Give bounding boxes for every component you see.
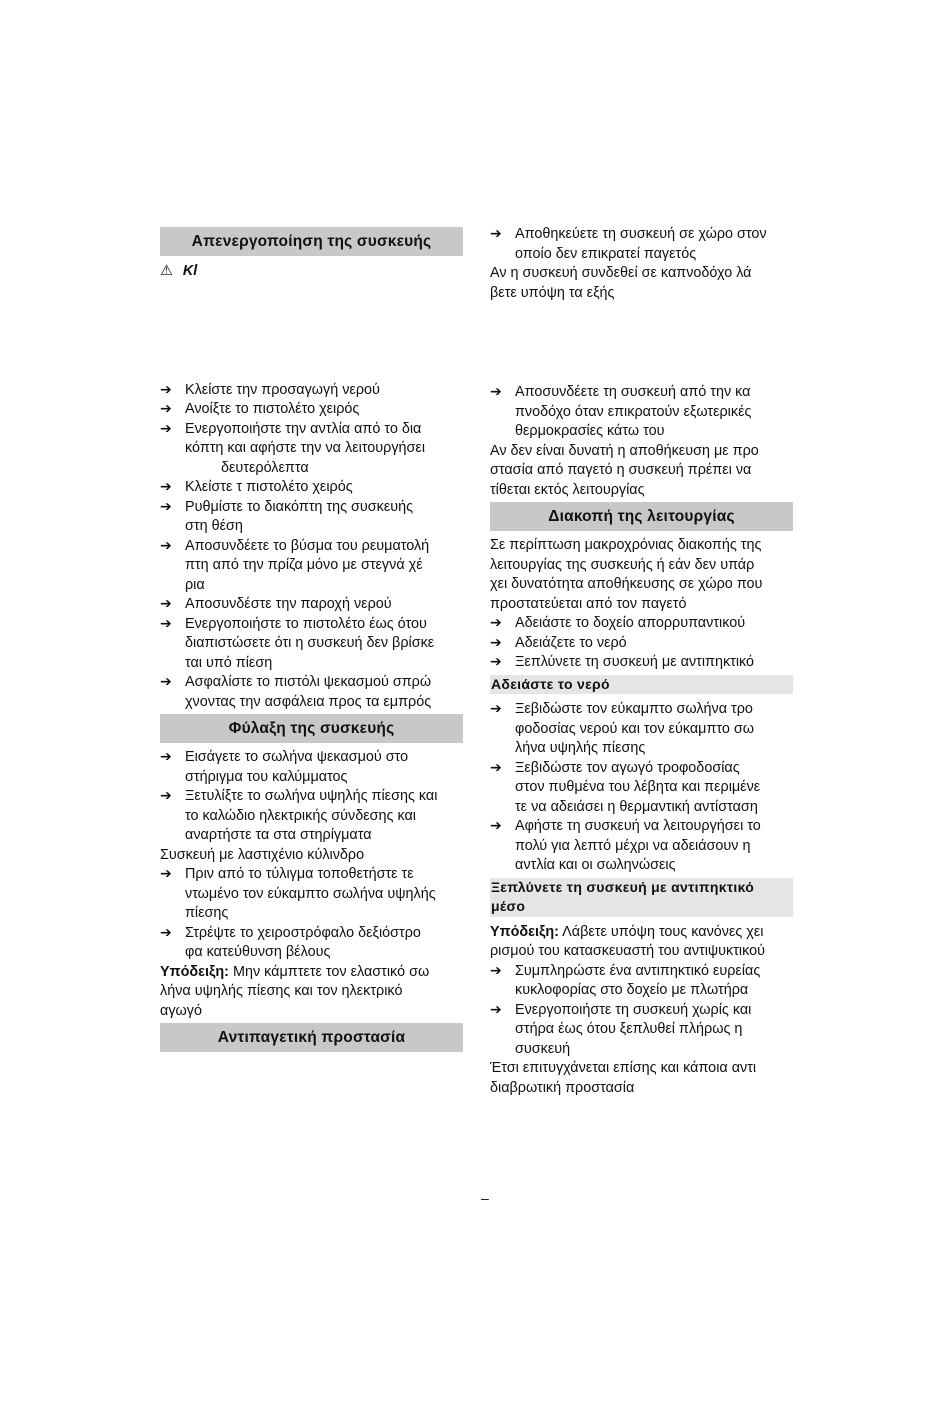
- heading-frost: Αντιπαγετική προστασία: [160, 1023, 463, 1052]
- bullet-item: [490, 653, 793, 673]
- hint-label: Υπόδειξη:: [490, 923, 559, 940]
- arrow-icon: ➔: [160, 380, 172, 397]
- bullet-line: Ρυθμίστε το διακόπτη της συσκευής: [185, 498, 414, 515]
- bullet-item: [160, 748, 463, 787]
- warning-text: Kl: [182, 263, 198, 279]
- bullet-item: [160, 615, 463, 674]
- bullet-line: Στρέψτε το χειροστρόφαλο δεξιόστρο: [185, 924, 421, 941]
- bullet-line: Κλείστε τ πιστολέτο χειρός: [185, 479, 353, 495]
- bullet-line: φοδοσίας νερού και τον εύκαμπτο σω: [515, 720, 755, 737]
- bullet-line: Ενεργοποιήστε τη συσκευή χωρίς και: [515, 1001, 752, 1018]
- bullet-line: στη θέση: [185, 518, 243, 534]
- bullet-line: πίεσης: [185, 905, 229, 921]
- bullet-line: Πριν από το τύλιγμα τοποθετήστε τε: [185, 866, 414, 882]
- bullet-line: στήριγμα του καλύμματος: [185, 768, 348, 785]
- bullet-line: λήνα υψηλής πίεσης: [515, 740, 646, 756]
- arrow-icon: ➔: [490, 758, 502, 775]
- shutdown-steps: [160, 381, 463, 713]
- bullet-line: αντλία και οι σωληνώσεις: [515, 857, 676, 873]
- warning-icon: ⚠: [160, 263, 173, 279]
- arrow-icon: ➔: [160, 673, 172, 689]
- arrow-icon: ➔: [490, 633, 502, 650]
- bullet-item: [160, 420, 463, 479]
- heading-storage: Φύλαξη της συσκευής: [160, 714, 463, 743]
- bullet-item: [160, 673, 463, 712]
- reel-text: Συσκευή με λαστιχένιο κύλινδρο: [160, 846, 365, 863]
- hint-paragraph: [160, 963, 463, 1022]
- bullet-line: δευτερόλεπτα: [221, 459, 309, 476]
- bullet-line: διαπιστώσετε ότι η συσκευή δεν βρίσκε: [185, 635, 435, 651]
- arrow-icon: ➔: [160, 536, 172, 553]
- bullet-line: συσκευή: [515, 1040, 571, 1057]
- bullet-line: ντωμένο τον εύκαμπτο σωλήνα υψηλής: [185, 885, 436, 902]
- bullet-line: Ενεργοποιήστε την αντλία από το δια: [185, 420, 422, 437]
- arrow-icon: ➔: [160, 865, 172, 881]
- arrow-icon: ➔: [490, 700, 502, 716]
- bullet-item: [490, 759, 793, 818]
- bullet-item: [490, 962, 793, 1001]
- bullet-line: Ξετυλίξτε το σωλήνα υψηλής πίεσης και: [185, 788, 438, 804]
- bullet-line: Αποσυνδέετε το βύσμα του ρευματολή: [185, 537, 430, 554]
- arrow-icon: ➔: [160, 419, 172, 436]
- bullet-line: το καλώδιο ηλεκτρικής σύνδεσης και: [185, 807, 416, 824]
- bullet-line: Ασφαλίστε το πιστόλι ψεκασμού σπρώ: [185, 674, 432, 690]
- bullet-line: Ενεργοποιήστε το πιστολέτο έως ότου: [185, 615, 427, 632]
- heading-rinse: Ξεπλύνετε τη συσκευή με αντιπηκτικό μέσο: [490, 878, 793, 917]
- bullet-item: [490, 700, 793, 759]
- bullet-line: Συμπληρώστε ένα αντιπηκτικό ευρείας: [515, 962, 761, 979]
- bullet-item: [490, 817, 793, 876]
- bullet-line: αναρτήστε τα στα στηρίγματα: [185, 827, 372, 843]
- bullet-line: ται υπό πίεση: [185, 654, 273, 671]
- left-column: [160, 225, 463, 1057]
- arrow-icon: ➔: [490, 614, 502, 630]
- reel-steps: [160, 865, 463, 963]
- storage-steps: [160, 748, 463, 846]
- bullet-item: ➔ Αποθηκεύετε τη συσκευή σε χώρο στον οποίο δεν επικρατεί παγετός: [490, 225, 767, 262]
- arrow-icon: ➔: [490, 225, 502, 241]
- bullet-line: τε να αδειάσει η θερμαντική αντίσταση: [515, 798, 758, 815]
- arrow-icon: ➔: [490, 1000, 502, 1017]
- heading-drain: Αδειάστε το νερό: [490, 675, 793, 695]
- hint-line-3: αγωγό: [160, 1002, 202, 1019]
- drain-steps: [490, 700, 793, 876]
- bullet-line: Αφήστε τη συσκευή να λειτουργήσει το: [515, 818, 761, 834]
- pause-steps: [490, 614, 793, 673]
- bullet-line: Αδειάζετε το νερό: [515, 634, 627, 651]
- arrow-icon: ➔: [490, 817, 502, 833]
- hint-line-1: Υπόδειξη: Μην κάμπτετε τον ελαστικό σω: [160, 963, 430, 980]
- heading-pause: Διακοπή της λειτουργίας: [490, 502, 793, 531]
- arrow-icon: ➔: [160, 748, 172, 764]
- pause-paragraph: Σε περίπτωση μακροχρόνιας διακοπής της λειτουργίας της συσκευής ή εάν δεν υπάρ χει δυνατότητα αποθήκευσης σε χώρο που προστατεύεται από τον παγετό: [490, 537, 763, 612]
- page-number: –: [481, 1190, 489, 1206]
- bullet-item: [160, 595, 463, 615]
- bullet-line: Κλείστε την προσαγωγή νερού: [185, 381, 380, 398]
- bullet-item: [160, 381, 463, 401]
- arrow-icon: ➔: [160, 923, 172, 940]
- bullet-item: [160, 498, 463, 537]
- bullet-line: κυκλοφορίας στο δοχείο με πλωτήρα: [515, 982, 749, 998]
- bullet-item: [160, 400, 463, 420]
- bullet-line: χνοντας την ασφάλεια προς τα εμπρός: [185, 693, 432, 710]
- bullet-line: πολύ για λεπτό μέχρι να αδειάσουν η: [515, 837, 751, 854]
- bullet-item: [160, 924, 463, 963]
- bullet-line: στον πυθμένα του λέβητα και περιμένε: [515, 779, 761, 795]
- bullet-item: [490, 634, 793, 654]
- arrow-icon: ➔: [160, 478, 172, 494]
- bullet-line: στήρα έως ότου ξεπλυθεί πλήρως η: [515, 1021, 743, 1037]
- bullet-line: Ξεπλύνετε τη συσκευή με αντιπηκτικό: [515, 654, 755, 670]
- no-storage-paragraph: Αν δεν είναι δυνατή η αποθήκευση με προ στασία από παγετό η συσκευή πρέπει να τίθεται εκτός λειτουργίας: [490, 442, 759, 498]
- bullet-item: [490, 1001, 793, 1060]
- bullet-line: φα κατεύθυνση βέλους: [185, 944, 331, 960]
- arrow-icon: ➔: [160, 497, 172, 514]
- bullet-item: [160, 787, 463, 846]
- bullet-line: Ανοίξτε το πιστολέτο χειρός: [185, 401, 360, 417]
- bullet-line: κόπτη και αφήστε την να λειτουργήσει: [185, 440, 426, 456]
- right-column: [490, 225, 793, 1098]
- rinse-steps: [490, 962, 793, 1060]
- bullet-item: [160, 865, 463, 924]
- warning-line: [160, 262, 463, 282]
- blank-space: [160, 282, 463, 381]
- bullet-item: [490, 614, 793, 634]
- hint-line-2: λήνα υψηλής πίεσης και τον ηλεκτρικό: [160, 983, 403, 999]
- closing-paragraph: Έτσι επιτυγχάνεται επίσης και κάποια αντι διαβρωτική προστασία: [490, 1060, 757, 1096]
- rinse-hint-paragraph: Υπόδειξη: Λάβετε υπόψη τους κανόνες χει ρισμού του κατασκευαστή του αντιψυκτικού: [490, 923, 766, 959]
- bullet-line: Ξεβιδώστε τον αγωγό τροφοδοσίας: [515, 759, 740, 776]
- chimney-paragraph: Αν η συσκευή συνδεθεί σε καπνοδόχο λά βετε υπόψη τα εξής: [490, 265, 752, 301]
- bullet-line: Αποσυνδέστε την παροχή νερού: [185, 596, 392, 612]
- arrow-icon: ➔: [160, 787, 172, 803]
- bullet-line: ρια: [185, 576, 205, 593]
- blank-space: [490, 303, 793, 383]
- arrow-icon: ➔: [490, 653, 502, 669]
- bullet-line: Εισάγετε το σωλήνα ψεκασμού στο: [185, 749, 409, 765]
- hint-label: Υπόδειξη:: [160, 963, 229, 980]
- arrow-icon: ➔: [490, 961, 502, 978]
- arrow-icon: ➔: [490, 383, 502, 399]
- bullet-item: ➔ Αποσυνδέετε τη συσκευή από την κα πνοδόχο όταν επικρατούν εξωτερικές θερμοκρασίες κάτω του: [490, 383, 752, 439]
- arrow-icon: ➔: [160, 614, 172, 631]
- bullet-line: Ξεβιδώστε τον εύκαμπτο σωλήνα τρο: [515, 701, 753, 717]
- bullet-line: πτη από την πρίζα μόνο με στεγνά χέ: [185, 557, 423, 573]
- bullet-line: Αδειάστε το δοχείο απορρυπαντικού: [515, 615, 746, 631]
- arrow-icon: ➔: [160, 595, 172, 611]
- bullet-item: [160, 537, 463, 596]
- heading-shutdown: Απενεργοποίηση της συσκευής: [160, 227, 463, 256]
- arrow-icon: ➔: [160, 400, 172, 416]
- bullet-item: [160, 478, 463, 498]
